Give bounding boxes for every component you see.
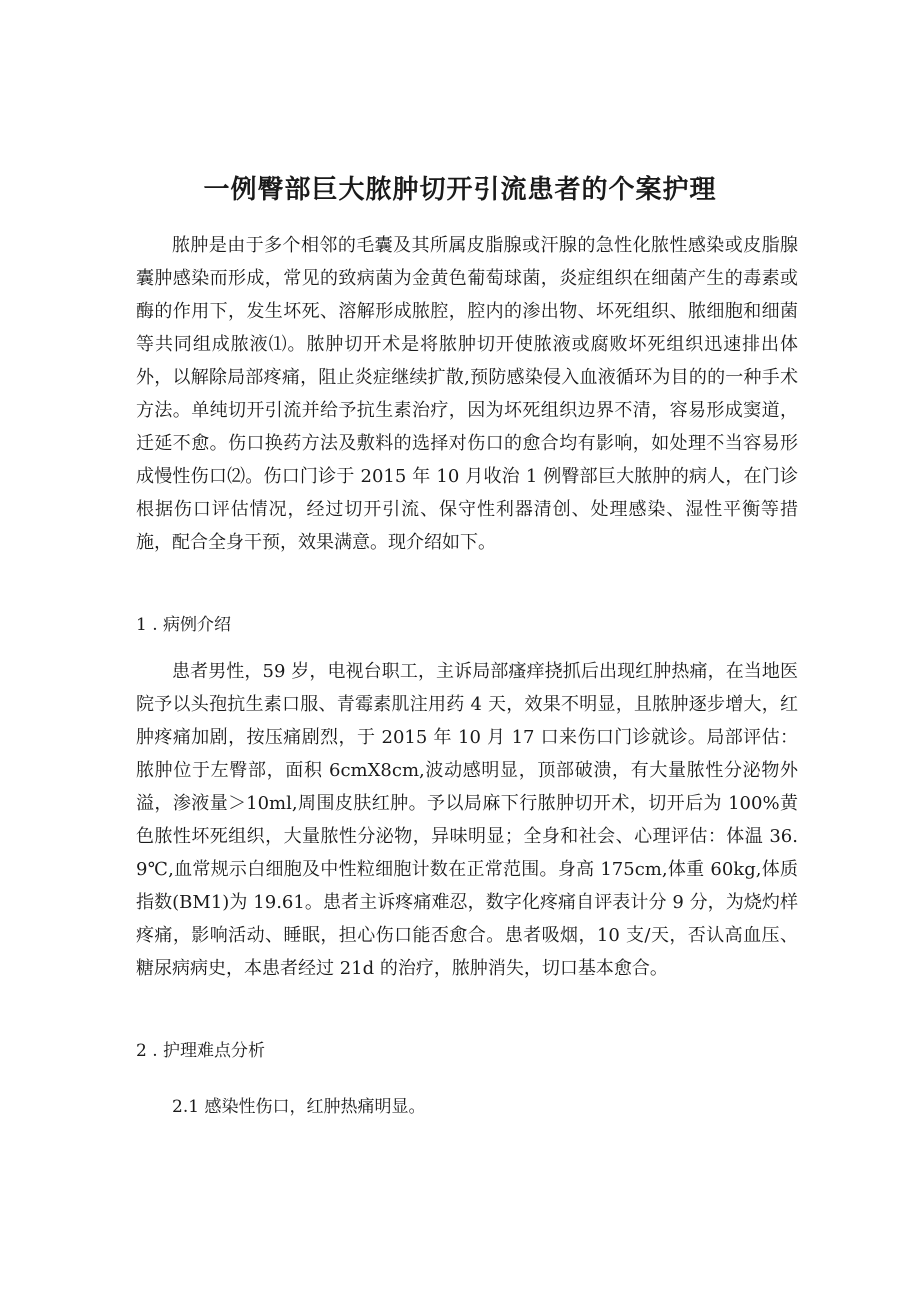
subsection-heading-2-1: 2.1 感染性伤口，红肿热痛明显。 [172,1097,426,1117]
section-heading-case: 1 . 病例介绍 [136,615,232,635]
intro-paragraph: 脓肿是由于多个相邻的毛囊及其所属皮脂腺或汗腺的急性化脓性感染或皮脂腺囊肿感染而形成，常见的致病菌为金黄色葡萄球菌，炎症组织在细菌产生的毒素或酶的作用下，发生坏死、溶解形成脓腔，腔内的渗出物、坏死组织、脓细胞和细菌等共同组成脓液⑴。脓肿切开术是将脓肿切开使脓液或腐败坏死组织迅速排出体外，以解除局部疼痛，阻止炎症继续扩散,预防感染侵入血液循环为目的的一种手术方法。单纯切开引流并给予抗生素治疗，因为坏死组织边界不清，容易形成窦道，迁延不愈。伤口换药方法及敷料的选择对伤口的愈合均有影响，如处理不当容易形成慢性伤口⑵。伤口门诊于 2015 年 10 月收治 1 例臀部巨大脓肿的病人，在门诊根据伤口评估情况，经过切开引流、保守性利器清创、处理感染、湿性平衡等措施，配合全身干预，效果满意。现介绍如下。 [136,235,798,553]
section-heading-difficulties: 2 . 护理难点分析 [136,1041,266,1061]
case-paragraph: 患者男性，59 岁，电视台职工，主诉局部瘙痒挠抓后出现红肿热痛，在当地医院予以头孢抗生素口服、青霉素肌注用药 4 天，效果不明显，且脓肿逐步增大，红肿疼痛加剧，按压痛剧烈，于 2015 年 10 月 17 口来伤口门诊就诊。局部评估：脓肿位于左臀部，面积 6cmX8cm,波动感明显，顶部破溃，有大量脓性分泌物外溢，渗液量＞10ml,周围皮肤红肿。予以局麻下行脓肿切开术，切开后为 100%黄色脓性坏死组织，大量脓性分泌物，异味明显；全身和社会、心理评估：体温 36.9℃,血常规示白细胞及中性粒细胞计数在正常范围。身高 175cm,体重 60kg,体质指数(BM1)为 19.61。患者主诉疼痛难忍，数字化疼痛自评表计分 9 分，为烧灼样疼痛，影响活动、睡眠，担心伤口能否愈合。患者吸烟，10 支/天，否认高血压、糖尿病病史，本患者经过 21d 的治疗，脓肿消失，切口基本愈合。 [136,661,798,979]
document-title: 一例臀部巨大脓肿切开引流患者的个案护理 [203,175,717,205]
